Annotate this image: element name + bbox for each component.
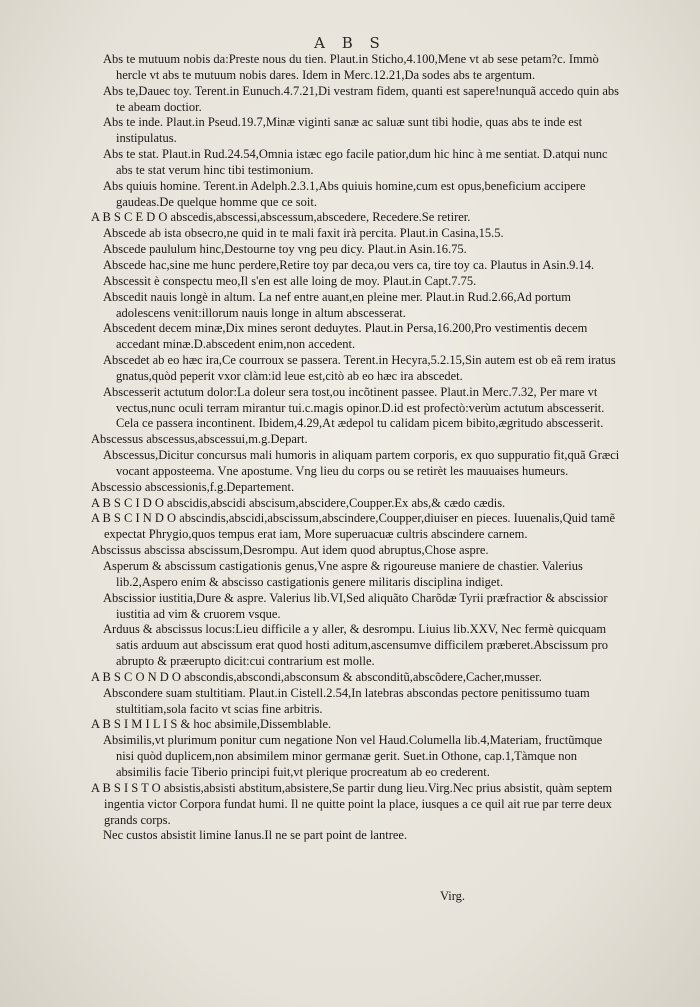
dictionary-text — [91, 52, 621, 844]
entry-line: Abscesserit actutum dolor:La doleur sera tost,ou incõtinent passee. Plaut.in Merc.7.32, Per mare vt vectus,nunc oculi terram mirantur tui.c.magis opinor.D.id est profectò:verùm actutum abscesserit. Cela ce passera incontinent. Ibidem,4.29,At ædepol tu calidam picem bibito,ægritudo abscesserit. — [103, 384, 605, 431]
entry-line: Abs te,Dauec toy. Terent.in Eunuch.4.7.21,Di vestram fidem, quanti est sapere!nunquã accedo quin abs te abeam doctior. — [103, 83, 619, 114]
headword-line: Abscissus abscissa abscissum,Desrompu. Aut idem quod abruptus,Chose aspre. — [91, 543, 489, 558]
entry-line: Arduus & abscissus locus:Lieu difficile a y aller, & desrompu. Liuius lib.XXV, Nec fermè quicquam satis arduum aut abscissum erat quod hosti aditum,ascensumve difficilem præberet.Abscissum pro abrupto & præerupto dicit:cui contrarium est molle. — [103, 622, 609, 669]
entry-line: Asperum & abscissum castigationis genus,Vne aspre & rigoureuse maniere de chastier. Valerius lib.2,Aspero enim & abscisso castigationis genere militaris disciplina indiget. — [103, 559, 583, 589]
entry-line: Abscedent decem minæ,Dix mines seront deduytes. Plaut.in Persa,16.200,Pro vestimentis decem accedant minæ.D.abscedent enim,non accedent. — [103, 321, 588, 352]
entry-line: Abs te mutuum nobis da:Preste nous du tien. Plaut.in Sticho,4.100,Mene vt ab sese petam?c. Immò hercle vt abs te mutuum nobis dares. Idem in Merc.12.21,Da sodes abs te argentum. — [103, 52, 599, 82]
headword-line: Abscessus abscessus,abscessui,m.g.Depart. — [91, 432, 308, 447]
headword-line: A B S I S T O absistis,absisti abstitum,absistere,Se partir dung lieu.Virg.Nec prius absistit, quàm septem ingentia victor Corpora fundat humi. Il ne quitte point la place, iusques a ce quil ait rue par terre deux grands corps. — [91, 780, 613, 827]
entry-line: Abscessus,Dicitur concursus mali humoris in aliquam partem corporis, ex quo suppuratio fit,quã Græci vocant apposteema. Vne apostume. Vng lieu du corps ou se retirèt les mauuaises humeurs. — [103, 448, 620, 478]
headword-line: A B S I M I L I S & hoc absimile,Dissemblable. — [91, 717, 332, 732]
catchword: Virg. — [440, 889, 466, 903]
entry-line: Abscissior iustitia,Dure & aspre. Valerius lib.VI,Sed aliquãto Charõdæ Tyrii præfractior & abscissior iustitia ad vim & cruorem vsque. — [103, 590, 608, 621]
entry-line: Abs te inde. Plaut.in Pseud.19.7,Minæ viginti sanæ ac saluæ sunt tibi hodie, quas abs te inde est instipulatus. — [103, 115, 583, 146]
entry-line: Abscede hac,sine me hunc perdere,Retire toy par deca,ou vers ca, tire toy ca. Plautus in Asin.9.14. — [103, 257, 595, 272]
entry-line: Absimilis,vt plurimum ponitur cum negatione Non vel Haud.Columella lib.4,Materiam, fructũmque nisi quòd duplicem,non absimilem minor germanæ gerit. Suet.in Othone, cap.1,Tàmque non absimilis facie Tiberio principi fuit,vt plerique procreatum ab eo crederent. — [103, 733, 603, 779]
entry-line: Abscessit è conspectu meo,Il s'en est alle loing de moy. Plaut.in Capt.7.75. — [103, 273, 477, 288]
running-head: A B S — [314, 34, 386, 52]
headword-line: A B S C E D O abscedis,abscessi,abscessum,abscedere, Recedere.Se retirer. — [91, 210, 471, 225]
entry-line: Abscedet ab eo hæc ira,Ce courroux se passera. Terent.in Hecyra,5.2.15,Sin autem est ob eã rem iratus gnatus,quòd peperit vxor clàm:id leue est,citò ab eo hæc ira abscedet. — [103, 353, 616, 383]
headword-line: A B S C I N D O abscindis,abscidi,abscissum,abscindere,Coupper,diuiser en pieces. Iuuenalis,Quid tamẽ expectat Phrygio,quos tempus erat iam, More superuacuæ cultris abscindere carnem. — [91, 511, 616, 542]
entry-line: Abs te stat. Plaut.in Rud.24.54,Omnia istæc ego facile patior,dum hic hinc à me sentiat. D.atqui nunc abs te stat verum hinc tibi testimonium. — [103, 147, 608, 177]
entry-line: Abscede paululum hinc,Destourne toy vng peu dicy. Plaut.in Asin.16.75. — [103, 242, 467, 257]
entry-line: Abscede ab ista obsecro,ne quid in te mali faxit irà percita. Plaut.in Casina,15.5. — [103, 226, 504, 241]
entry-line: Abscondere suam stultitiam. Plaut.in Cistell.2.54,In latebras abscondas pectore penitissumo tuam stultitiam,sola facito vt scias fine arbitris. — [103, 685, 590, 716]
entry-line: Abs quiuis homine. Terent.in Adelph.2.3.1,Abs quiuis homine,cum est opus,beneficium accipere gaudeas.De quelque homme que ce soit. — [103, 178, 586, 209]
headword-line: A B S C I D O abscidis,abscidi abscisum,abscidere,Coupper.Ex abs,& cædo cædis. — [91, 495, 506, 510]
headword-line: Abscessio abscessionis,f.g.Departement. — [91, 479, 295, 494]
entry-line: Abscedit nauis longè in altum. La nef entre auant,en pleine mer. Plaut.in Rud.2.66,Ad portum adolescens venit:illorum nauis longe in altum abscesserat. — [103, 289, 571, 320]
entry-line: Nec custos absistit limine Ianus.Il ne se part point de lantree. — [103, 828, 408, 843]
headword-line: A B S C O N D O abscondis,abscondi,absconsum & absconditũ,abscõdere,Cacher,musser. — [91, 669, 542, 684]
